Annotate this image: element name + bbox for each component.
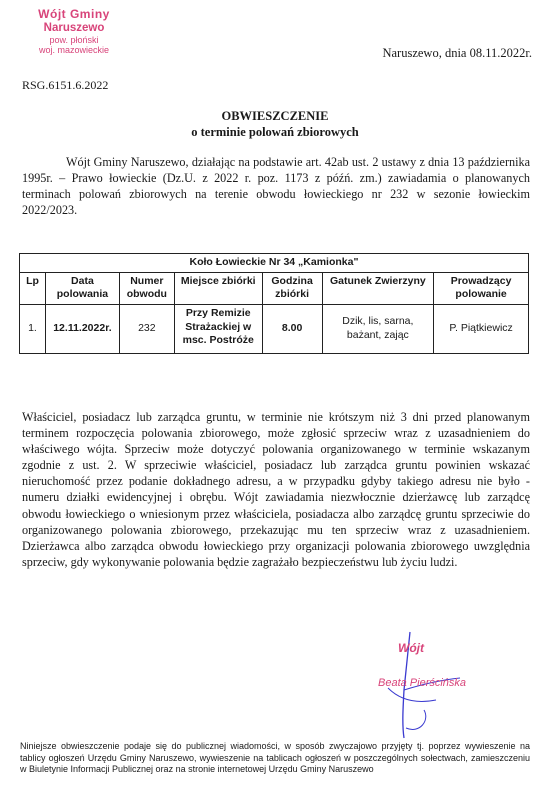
cell-game-species: Dzik, lis, sarna, bażant, zając: [322, 304, 434, 353]
document-title: [0, 109, 550, 140]
stamp-line-2: Naruszewo: [43, 21, 105, 34]
header-meeting-place: Miejsce zbiórki: [174, 272, 262, 304]
table-row: [20, 304, 529, 353]
place-and-date: Naruszewo, dnia 08.11.2022r.: [382, 46, 532, 60]
cell-lp: 1.: [20, 304, 46, 353]
publication-note: Niniejsze obwieszczenie podaje się do publicznej wiadomości, w sposób zwyczajowo przyjęty tj. poprzez wywieszenie na tablicy ogłoszeń Urzędu Gminy Naruszewo, wywieszenie na tablicach ogłoszeń w poszczególnych sołectwach, zamieszczeniu w Biuletynie Informacji Publicznej oraz na stronie internetowej Urzędu Gminy Naruszewo: [20, 741, 530, 775]
title-main: OBWIESZCZENIE: [221, 109, 329, 123]
table-club-row: [20, 254, 529, 273]
header-date: Data polowania: [45, 272, 119, 304]
stamp-line-3: pow. płoński: [49, 35, 99, 46]
cell-hunt-leader: P. Piątkiewicz: [434, 304, 529, 353]
hunt-schedule-table: [19, 253, 529, 354]
club-name: Koło Łowieckie Nr 34 „Kamionka": [20, 254, 529, 273]
stamp-line-1: Wójt Gminy: [38, 7, 110, 21]
cell-meeting-place: Przy Remizie Strażackiej w msc. Postróże: [174, 304, 262, 353]
stamp-line-4: woj. mazowieckie: [38, 45, 110, 56]
header-meeting-time: Godzina zbiórki: [262, 272, 322, 304]
cell-district-number: 232: [119, 304, 174, 353]
intro-paragraph: Wójt Gminy Naruszewo, działając na podstawie art. 42ab ust. 2 ustawy z dnia 13 października 1995r. – Prawo łowieckie (Dz.U. z 2022 r. poz. 1173 z późń. zm.) zawiadamia o planowanych terminach polowań zbiorowych na terenie obwodu łowieckiego nr 232 w sezonie łowieckim 2022/2023.: [22, 155, 530, 218]
signatory-role: Wójt: [398, 641, 424, 655]
header-district-number: Numer obwodu: [119, 272, 174, 304]
header-hunt-leader: Prowadzący polowanie: [434, 272, 529, 304]
header-game-species: Gatunek Zwierzyny: [322, 272, 434, 304]
table-header-row: [20, 272, 529, 304]
cell-meeting-time: 8.00: [262, 304, 322, 353]
title-sub: o terminie polowań zbiorowych: [191, 124, 359, 139]
cell-date: 12.11.2022r.: [45, 304, 119, 353]
signatory-name: Beata Pierścińska: [378, 677, 467, 689]
objection-paragraph: Właściciel, posiadacz lub zarządca gruntu, w terminie nie krótszym niż 3 dni przed planowanym terminem rozpoczęcia polowania zbiorowego, może zgłosić sprzeciw wraz z uzasadnieniem do właściwego wójta. Sprzeciw może dotyczyć polowania organizowanego w terminie wskazanym zgodnie z ust. 2. W sprzeciwie właściciel, posiadacz lub zarządca gruntu powinien wskazać nieruchomość przez podanie dokładnego adresu, a w przypadku gdyby takiego adresu nie było - numeru działki ewidencyjnej i obrębu. Wójt zawiadamia niezwłocznie dzierżawcę lub zarządcę obwodu łowieckiego o wniesionym przez właściciela, posiadacza albo zarządcę gruntu sprzeciwie do organizowanego polowania zbiorowego, przekazując mu ten sprzeciw wraz z uzasadnieniem. Dzierżawca albo zarządca obwodu łowieckiego przy organizacji polowania zbiorowego uwzględnia sprzeciw, gdy wykonywanie polowania będzie zagrażało bezpieczeństwu lub życiu ludzi.: [22, 410, 530, 569]
office-stamp: [14, 8, 134, 56]
header-lp: Lp: [20, 272, 46, 304]
reference-number: RSG.6151.6.2022: [22, 78, 109, 92]
